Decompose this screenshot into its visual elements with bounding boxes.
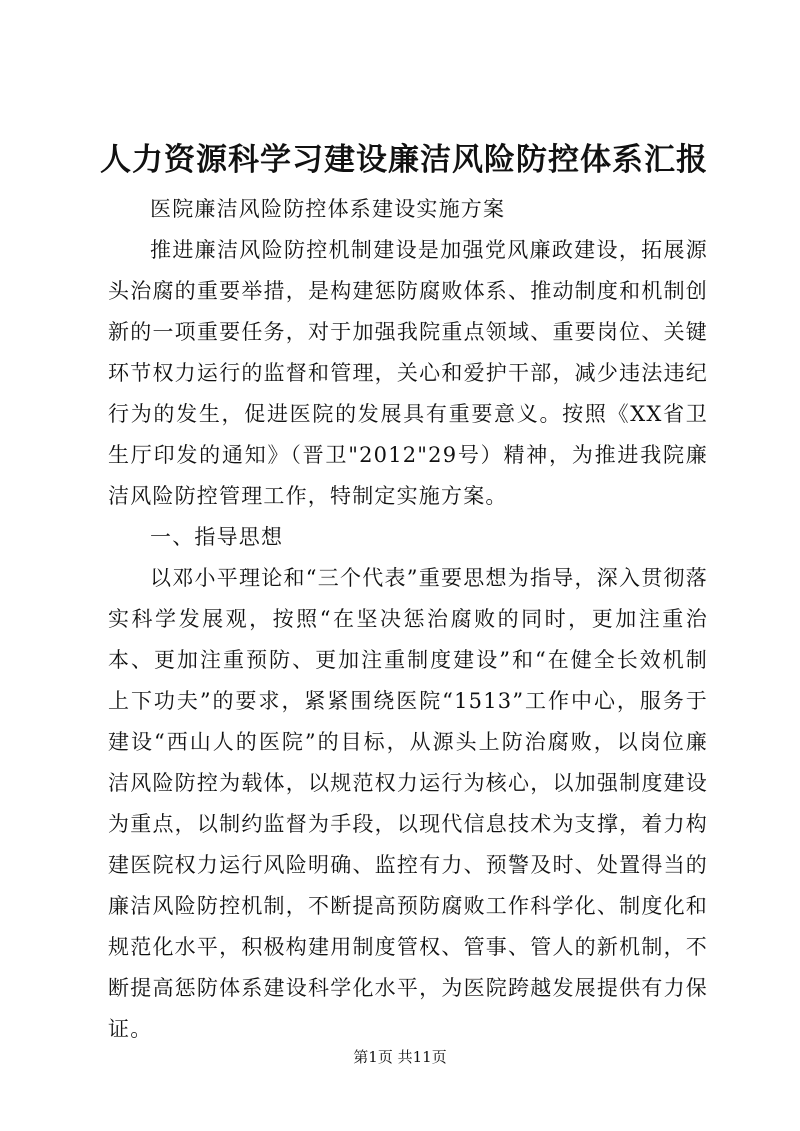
intro-paragraph: 推进廉洁风险防控机制建设是加强党风廉政建设，拓展源头治腐的重要举措，是构建惩防腐败体系、推动制度和机制创新的一项重要任务，对于加强我院重点领域、重要岗位、关键环节权力运行的监督和管理，关心和爱护干部，减少违法违纪行为的发生，促进医院的发展具有重要意义。按照《XX省卫生厅印发的通知》（晋卫"2012"29号）精神，为推进我院廉洁风险防控管理工作，特制定实施方案。: [108, 238, 708, 508]
guiding-thought-paragraph: 以邓小平理论和“三个代表”重要思想为指导，深入贯彻落实科学发展观，按照“在坚决惩治腐败的同时，更加注重治本、更加注重预防、更加注重制度建设”和“在健全长效机制上下功夫”的要求，紧紧围绕医院“1513”工作中心，服务于建设“西山人的医院”的目标，从源头上防治腐败，以岗位廉洁风险防控为载体，以规范权力运行为核心，以加强制度建设为重点，以制约监督为手段，以现代信息技术为支撑，着力构建医院权力运行风险明确、监控有力、预警及时、处置得当的廉洁风险防控机制，不断提高预防腐败工作科学化、制度化和规范化水平，积极构建用制度管权、管事、管人的新机制，不断提高惩防体系建设科学化水平，为医院跨越发展提供有力保证。: [108, 566, 708, 1041]
document-title: 人力资源科学习建设廉洁风险防控体系汇报: [100, 142, 708, 178]
subtitle-paragraph: 医院廉洁风险防控体系建设实施方案: [150, 197, 506, 221]
page-number-footer: 第1页 共11页: [353, 1048, 447, 1066]
section-heading: 一、指导思想: [150, 525, 284, 549]
document-body: [108, 189, 708, 1050]
